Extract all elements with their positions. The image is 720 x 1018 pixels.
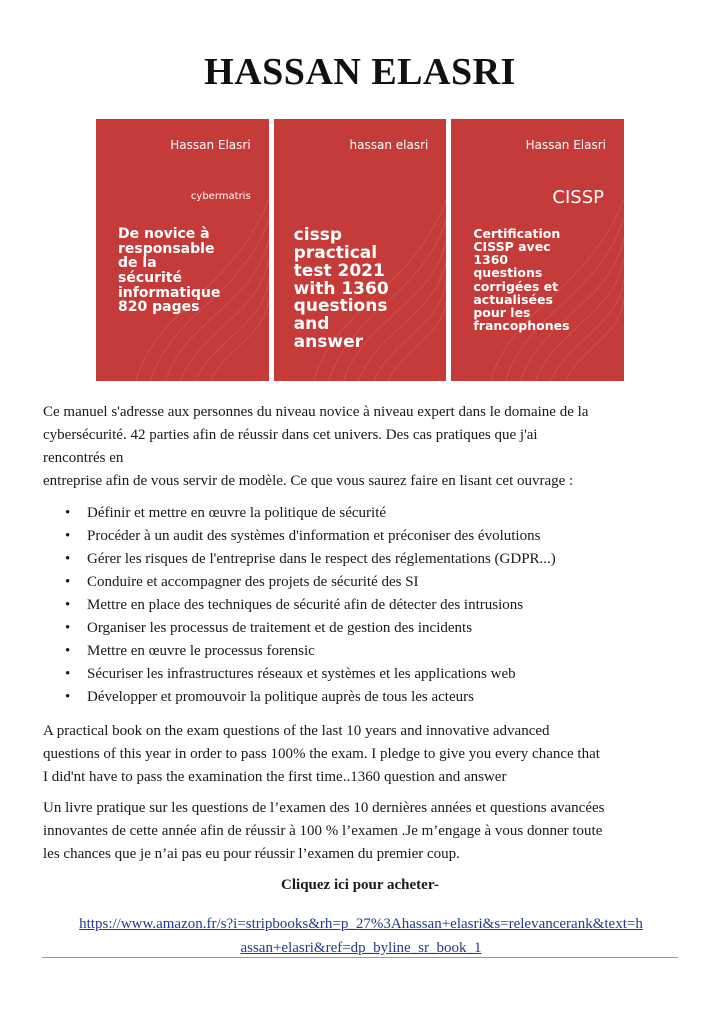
cover-title-line: francophones [473,317,570,333]
paragraph-line: rencontrés en [43,450,124,466]
cover-title-line: de la [118,255,157,272]
english-paragraph [43,720,683,789]
list-item: • Conduire et accompagner des projets de sécurité des SI [43,571,683,594]
amazon-link[interactable] [43,912,679,960]
cover-title-line: answer [293,332,363,353]
cover-title-line: questions [293,296,388,317]
cover-author: Hassan Elasri [170,138,251,152]
divider [42,957,678,958]
cover-title-line: CISSP avec [473,239,551,255]
cover-title-line: pour les [473,304,531,320]
cover-title-line: with 1360 [293,278,389,299]
cover-title-line: responsable [118,240,215,257]
buy-call-to-action: Cliquez ici pour acheter- [281,877,439,893]
paragraph-line: questions of this year in order to pass 100% the exam. I pledge to give you every chance that [43,746,600,762]
paragraph-line: les chances que je n’ai pas eu pour réussir l’examen du premier coup. [43,846,460,862]
link-line[interactable]: assan+elasri&ref=dp_byline_sr_book_1 [240,940,482,956]
paragraph-line: Un livre pratique sur les questions de l’examen des 10 dernières années et questions avancées [43,800,605,816]
cover-author: Hassan Elasri [525,138,607,152]
list-item: • Gérer les risques de l'entreprise dans le respect des réglementations (GDPR...) [43,548,683,571]
cover-title [473,227,569,332]
list-item: • Définir et mettre en œuvre la politique de sécurité [43,502,683,525]
list-item: • Sécuriser les infrastructures réseaux et systèmes et les applications web [43,663,683,686]
cover-title-line: questions [473,265,543,281]
paragraph-line: cybersécurité. 42 parties afin de réussir dans cet univers. Des cas pratiques que j'ai [43,427,538,443]
cover-title-line: De novice à [118,226,210,242]
cover-title-line: 820 pages [118,299,200,316]
book-cover-1[interactable] [96,119,269,381]
list-item: • Développer et promouvoir la politique auprès de tous les acteurs [43,686,683,709]
book-cover-3[interactable] [451,119,624,381]
cover-title-line: informatique [118,284,221,301]
intro-paragraph [43,401,683,493]
cover-author: hassan elasri [349,138,429,152]
link-line[interactable]: https://www.amazon.fr/s?i=stripbooks&rh=p_27%3Ahassan+elasri&s=relevancerank&text=h [79,916,643,932]
cover-title [294,227,389,352]
cover-subtitle: CISSP [552,187,605,208]
cover-title-line: and [293,314,330,335]
list-item: • Procéder à un audit des systèmes d'information et préconiser des évolutions [43,525,683,548]
book-cover-2[interactable] [274,119,447,381]
list-item: • Mettre en œuvre le processus forensic [43,640,683,663]
cover-title-line: practical [293,242,378,263]
cover-title-line: sécurité [118,270,182,287]
french-paragraph [43,797,683,866]
cover-title-line: test 2021 [293,260,385,281]
cover-subtitle: cybermatris [190,191,251,202]
cover-title [118,227,220,315]
page-title: HASSAN ELASRI [204,51,516,93]
paragraph-line: Ce manuel s'adresse aux personnes du niveau novice à niveau expert dans le domaine de la [43,404,589,420]
list-item: • Mettre en place des techniques de sécurité afin de détecter des intrusions [43,594,683,617]
paragraph-line: innovantes de cette année afin de réussir à 100 % l’examen .Je m’engage à vous donner toute [43,823,603,839]
cover-title-line: corrigées et [473,278,559,294]
skills-list [43,502,683,709]
list-item: • Organiser les processus de traitement et de gestion des incidents [43,617,683,640]
cover-title-line: Certification [473,226,561,241]
paragraph-line: I did'nt have to pass the examination the first time..1360 question and answer [43,769,507,785]
paragraph-line: entreprise afin de vous servir de modèle. Ce que vous saurez faire en lisant cet ouvrage : [43,473,574,489]
cover-title-line: 1360 [473,252,509,268]
cover-title-line: cissp [293,225,342,245]
book-covers [96,119,624,381]
paragraph-line: A practical book on the exam questions of the last 10 years and innovative advanced [43,723,550,739]
cover-title-line: actualisées [473,291,553,307]
